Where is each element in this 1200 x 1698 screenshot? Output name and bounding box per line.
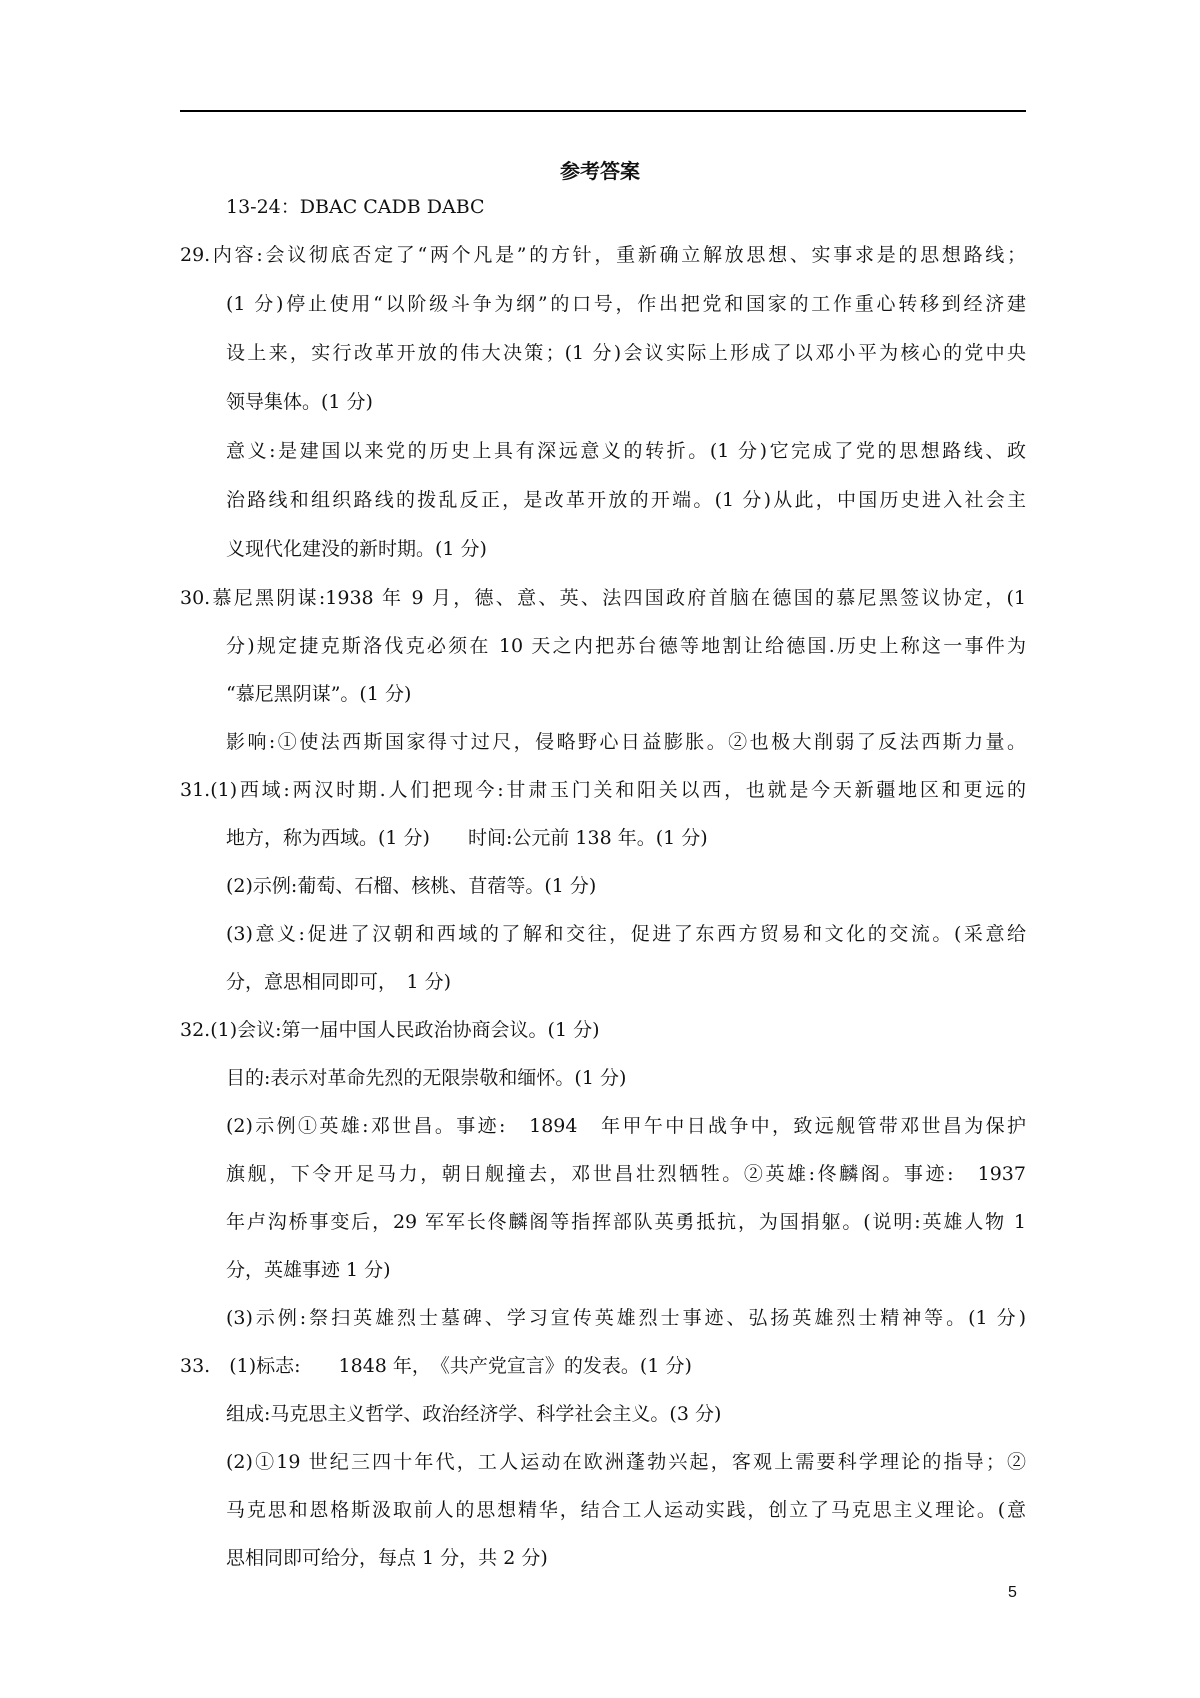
q33-line-1: 33. (1)标志: 1848 年， 《共产党宣言》的发表。(1 分): [180, 1355, 692, 1377]
q30-line-3: “慕尼黑阴谋”。(1 分): [226, 683, 412, 705]
q29-line-4: 领导集体。(1 分): [226, 391, 373, 413]
q33-line-3: (2)①19 世纪三四十年代，工人运动在欧洲蓬勃兴起，客观上需要科学理论的指导；②: [226, 1451, 1026, 1473]
page-number: 5: [1008, 1584, 1017, 1601]
q32-line-7: (3)示例:祭扫英雄烈士墓碑、学习宣传英雄烈士事迹、弘扬英雄烈士精神等。(1 分): [226, 1307, 1026, 1329]
q29-line-3: 设上来，实行改革开放的伟大决策；(1 分)会议实际上形成了以邓小平为核心的党中央: [226, 342, 1026, 364]
q32-line-3: (2)示例①英雄:邓世昌。事迹: 1894 年甲午中日战争中，致远舰管带邓世昌为保护: [226, 1115, 1026, 1137]
q30-line-2: 分)规定捷克斯洛伐克必须在 10 天之内把苏台德等地割让给德国.历史上称这一事件为: [226, 635, 1026, 657]
q32-line-5: 年卢沟桥事变后，29 军军长佟麟阁等指挥部队英勇抵抗，为国捐躯。(说明:英雄人物 1: [226, 1211, 1026, 1233]
q29-line-6: 治路线和组织路线的拨乱反正，是改革开放的开端。(1 分)从此，中国历史进入社会主: [226, 489, 1026, 511]
q30-line-1: 30.慕尼黑阴谋:1938 年 9 月，德、意、英、法四国政府首脑在德国的慕尼黑签议协定，(1: [180, 587, 1026, 609]
q31-line-1: 31.(1)西域:两汉时期.人们把现今:甘肃玉门关和阳关以西，也就是今天新疆地区和更远的: [180, 779, 1026, 801]
q31-line-4: (3)意义:促进了汉朝和西域的了解和交往，促进了东西方贸易和文化的交流。(采意给: [226, 923, 1026, 945]
multiple-choice-answers: 13-24：DBAC CADB DABC: [226, 196, 485, 218]
q31-line-2: 地方，称为西域。(1 分) 时间:公元前 138 年。(1 分): [226, 827, 708, 849]
q33-line-2: 组成:马克思主义哲学、政治经济学、科学社会主义。(3 分): [226, 1403, 722, 1425]
q31-line-5: 分，意思相同即可， 1 分): [226, 971, 452, 993]
page-title: 参考答案: [560, 159, 640, 183]
q32-line-4: 旗舰，下令开足马力，朝日舰撞去，邓世昌壮烈牺牲。②英雄:佟麟阁。事迹: 1937: [226, 1163, 1026, 1185]
q29-line-2: (1 分)停止使用“以阶级斗争为纲”的口号，作出把党和国家的工作重心转移到经济建: [226, 293, 1026, 315]
q32-line-2: 目的:表示对革命先烈的无限崇敬和缅怀。(1 分): [226, 1067, 627, 1089]
q29-line-5: 意义:是建国以来党的历史上具有深远意义的转折。(1 分)它完成了党的思想路线、政: [226, 440, 1026, 462]
q31-line-3: (2)示例:葡萄、石榴、核桃、苜蓿等。(1 分): [226, 875, 597, 897]
q33-line-5: 思相同即可给分，每点 1 分，共 2 分): [226, 1547, 548, 1569]
q32-line-1: 32.(1)会议:第一届中国人民政治协商会议。(1 分): [180, 1019, 600, 1041]
q32-line-6: 分，英雄事迹 1 分): [226, 1259, 391, 1281]
header-rule: [180, 110, 1026, 112]
q30-line-4: 影响:①使法西斯国家得寸过尺，侵略野心日益膨胀。②也极大削弱了反法西斯力量。: [226, 731, 1026, 753]
q29-line-7: 义现代化建没的新时期。(1 分): [226, 538, 487, 560]
q29-line-1: 29.内容:会议彻底否定了“两个凡是”的方针，重新确立解放思想、实事求是的思想路线；: [180, 244, 1026, 266]
q33-line-4: 马克思和恩格斯汲取前人的思想精华，结合工人运动实践，创立了马克思主义理论。(意: [226, 1499, 1026, 1521]
